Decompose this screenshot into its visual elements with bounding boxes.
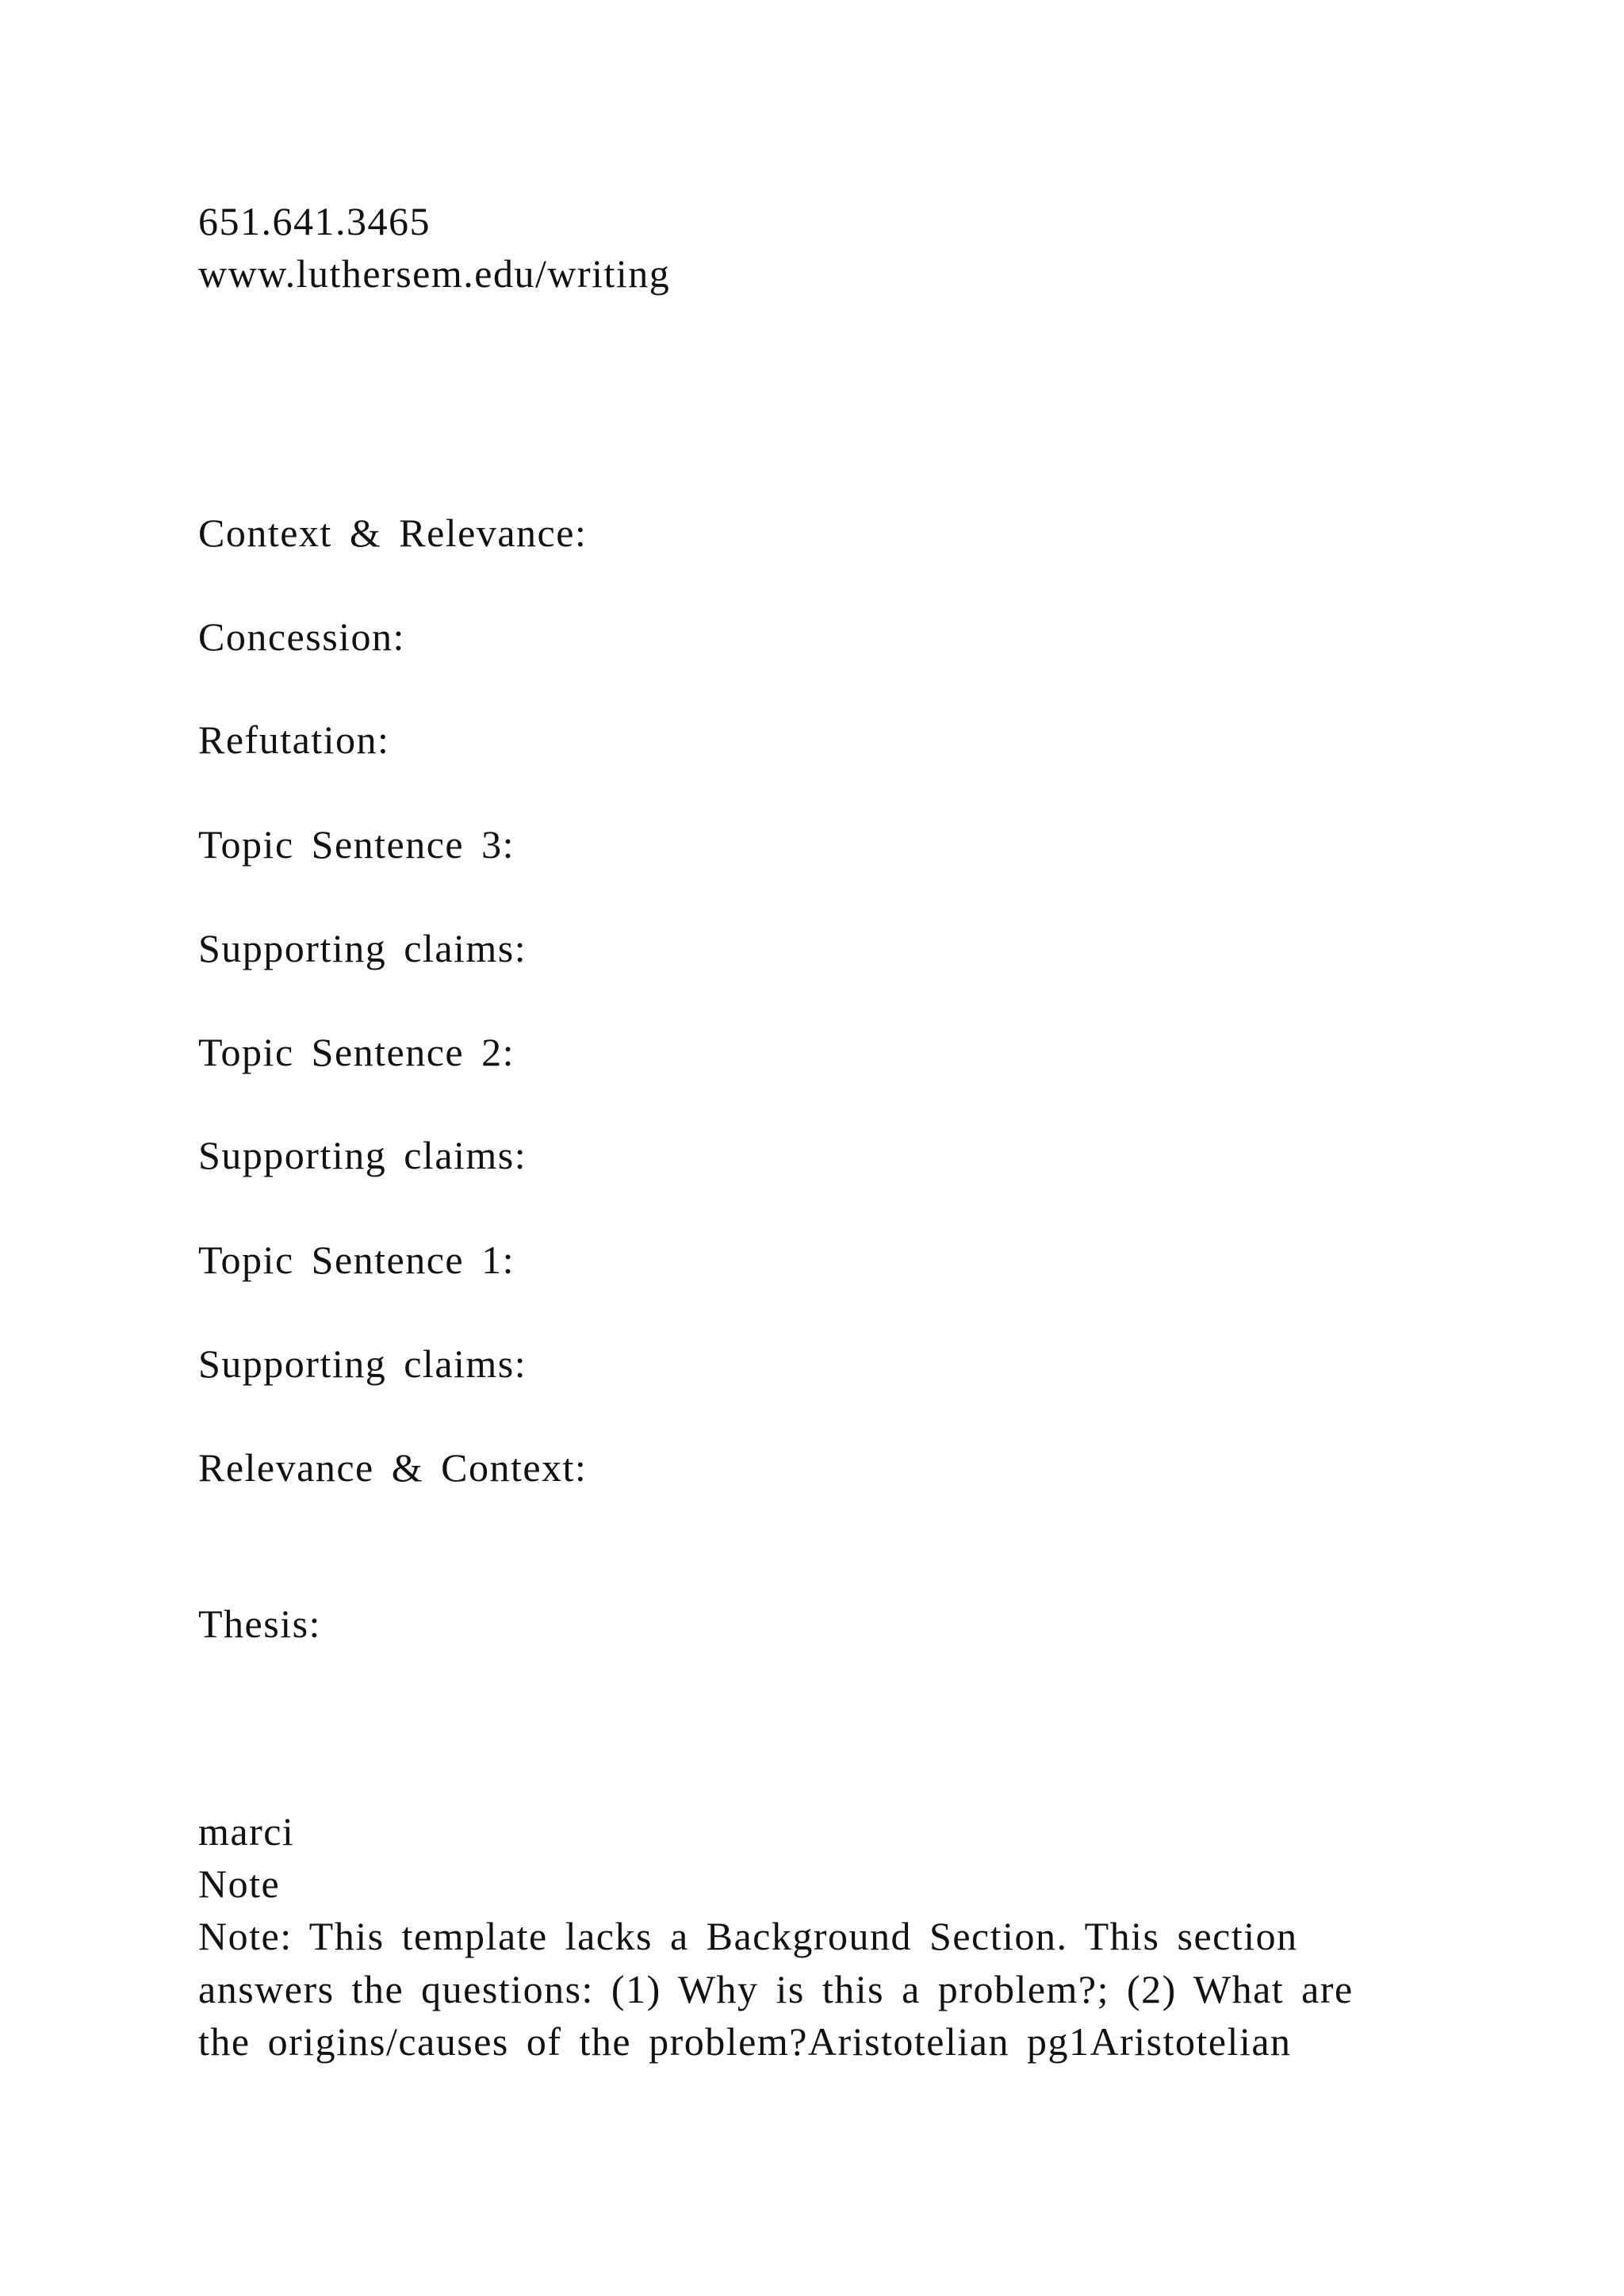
outline-topic-sentence-3: Topic Sentence 3: bbox=[198, 822, 515, 867]
outline-context-relevance: Context & Relevance: bbox=[198, 511, 588, 555]
comment-label: Note bbox=[198, 1862, 281, 1906]
outline-topic-sentence-1: Topic Sentence 1: bbox=[198, 1238, 515, 1282]
outline-refutation: Refutation: bbox=[198, 718, 390, 762]
outline-supporting-claims-2: Supporting claims: bbox=[198, 1133, 527, 1177]
comment-text-line-3: the origins/causes of the problem?Aristotelian pg1Aristotelian bbox=[198, 2019, 1292, 2064]
outline-supporting-claims-1: Supporting claims: bbox=[198, 1341, 527, 1386]
website-url: www.luthersem.edu/writing bbox=[198, 251, 671, 296]
outline-thesis: Thesis: bbox=[198, 1601, 321, 1646]
outline-relevance-context: Relevance & Context: bbox=[198, 1445, 588, 1490]
phone-number: 651.641.3465 bbox=[198, 199, 431, 243]
comment-text-line-1: Note: This template lacks a Background Section. This section bbox=[198, 1914, 1298, 1958]
outline-supporting-claims-3: Supporting claims: bbox=[198, 926, 527, 970]
comment-text-line-2: answers the questions: (1) Why is this a problem?; (2) What are bbox=[198, 1967, 1354, 2011]
outline-topic-sentence-2: Topic Sentence 2: bbox=[198, 1030, 515, 1074]
outline-concession: Concession: bbox=[198, 614, 405, 659]
comment-author: marci bbox=[198, 1809, 295, 1854]
